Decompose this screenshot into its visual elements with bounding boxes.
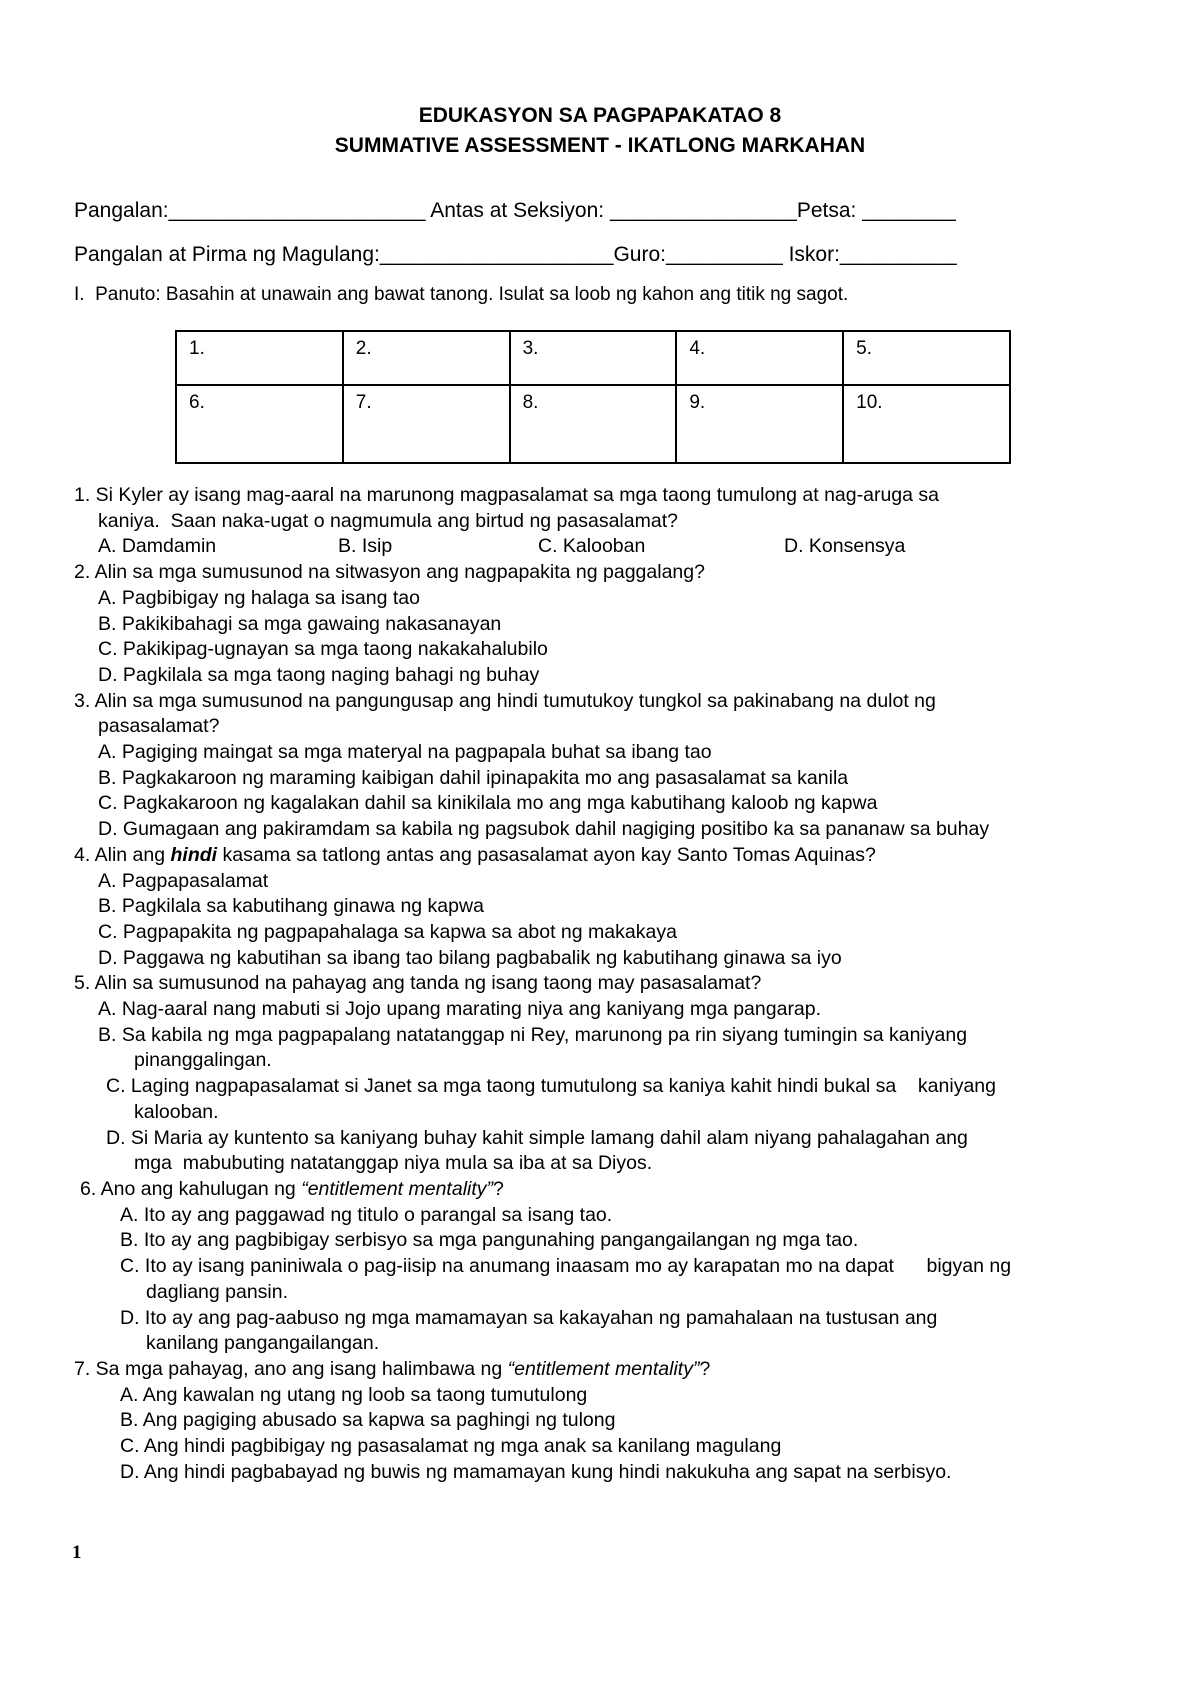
answer-box[interactable]: 7. [343, 385, 510, 463]
question-6-post: ? [493, 1177, 504, 1200]
option-b: B. Ito ay ang pagbibigay serbisyo sa mga pangunahing pangangailangan ng mga tao. [120, 1229, 859, 1252]
option-b: B. Pakikibahagi sa mga gawaing nakasanayan [98, 612, 502, 635]
question-1-stem-cont: kaniya. Saan naka-ugat o nagmumula ang birtud ng pasasalamat? [98, 509, 678, 532]
question-4-pre: 4. Alin ang [74, 843, 171, 866]
answer-box[interactable]: 3. [510, 331, 677, 385]
answer-box[interactable]: 2. [343, 331, 510, 385]
option-d: D. Si Maria ay kuntento sa kaniyang buhay kahit simple lamang dahil alam niyang pahalagahan ang [106, 1126, 968, 1149]
question-6-stem [74, 1177, 1154, 1203]
option-a: A. Ang kawalan ng utang ng loob sa taong tumutulong [120, 1383, 588, 1406]
answer-box[interactable]: 1. [176, 331, 343, 385]
option-a: A. Pagiging maingat sa mga materyal na pagpapala buhat sa ibang tao [98, 741, 712, 764]
option-c: C. Pakikipag-ugnayan sa mga taong nakakahalubilo [98, 638, 548, 661]
option-a: A. Pagpapasalamat [98, 869, 269, 892]
question-7-stem [74, 1357, 1154, 1383]
student-info-line[interactable]: Pangalan:______________________ Antas at Seksiyon: ________________Petsa: ________ [74, 199, 956, 222]
question-6-emphasis: “entitlement mentality” [301, 1177, 494, 1200]
option-c: C. Kalooban [538, 535, 646, 558]
answer-box[interactable]: 8. [510, 385, 677, 463]
option-c: C. Pagpapakita ng pagpapahalaga sa kapwa sa abot ng makakaya [98, 920, 677, 943]
option-d: D. Pagkilala sa mga taong naging bahagi ng buhay [98, 663, 540, 686]
question-3-stem-cont: pasasalamat? [98, 715, 220, 738]
option-d: D. Paggawa ng kabutihan sa ibang tao bilang pagbabalik ng kabutihang ginawa sa iyo [98, 946, 842, 969]
option-c-cont: dagliang pansin. [146, 1280, 289, 1303]
document-subtitle: SUMMATIVE ASSESSMENT - IKATLONG MARKAHAN [334, 134, 866, 157]
option-c: C. Ito ay isang paniniwala o pag-iisip na anumang inaasam mo ay karapatan mo na dapat bigyan ng [120, 1255, 1012, 1278]
option-b: B. Pagkakaroon ng maraming kaibigan dahil ipinapakita mo ang pasasalamat sa kanila [98, 766, 849, 789]
option-b: B. Ang pagiging abusado sa kapwa sa paghingi ng tulong [120, 1409, 616, 1432]
answer-box[interactable]: 4. [676, 331, 843, 385]
option-c: C. Ang hindi pagbibigay ng pasasalamat ng mga anak sa kanilang magulang [120, 1435, 782, 1458]
question-7-pre: 7. Sa mga pahayag, ano ang isang halimbawa ng [74, 1357, 508, 1380]
page-number: 1 [72, 1542, 82, 1563]
option-b: B. Sa kabila ng mga pagpapalang natatanggap ni Rey, marunong pa rin siyang tumingin sa kaniyang [98, 1023, 968, 1046]
question-5-stem: 5. Alin sa sumusunod na pahayag ang tanda ng isang taong may pasasalamat? [74, 972, 762, 995]
question-1-stem: 1. Si Kyler ay isang mag-aaral na marunong magpasalamat sa mga taong tumulong at nag-aruga sa [74, 484, 939, 506]
document-title: EDUKASYON SA PAGPAPAKATAO 8 [418, 104, 782, 127]
question-4-emphasis: hindi [170, 843, 218, 866]
option-a: A. Ito ay ang paggawad ng titulo o parangal sa isang tao. [120, 1203, 613, 1226]
question-6-pre: 6. Ano ang kahulugan ng [80, 1177, 302, 1200]
answer-box[interactable]: 10. [843, 385, 1010, 463]
question-2-stem: 2. Alin sa mga sumusunod na sitwasyon ang nagpapakita ng paggalang? [74, 561, 705, 584]
question-1-options [74, 534, 1154, 560]
answer-box-row [176, 331, 1010, 385]
option-d-cont: kanilang pangangailangan. [146, 1332, 380, 1355]
option-b-cont: pinanggalingan. [134, 1049, 272, 1072]
option-a: A. Nag-aaral nang mabuti si Jojo upang marating niya ang kaniyang mga pangarap. [98, 998, 822, 1021]
questions-section [74, 483, 1154, 1485]
option-c: C. Laging nagpapasalamat si Janet sa mga taong tumutulong sa kaniya kahit hindi bukal sa kaniyang [106, 1075, 996, 1098]
option-d: D. Gumagaan ang pakiramdam sa kabila ng pagsubok dahil nagiging positibo ka sa pananaw sa buhay [98, 818, 990, 841]
answer-box-row [176, 385, 1010, 463]
option-a: A. Damdamin [98, 535, 217, 558]
answer-box-table [175, 330, 1011, 464]
answer-box[interactable]: 9. [676, 385, 843, 463]
question-4-post: kasama sa tatlong antas ang pasasalamat ayon kay Santo Tomas Aquinas? [217, 843, 876, 866]
option-d: D. Ang hindi pagbabayad ng buwis ng mamamayan kung hindi nakukuha ang sapat na serbisyo. [120, 1460, 952, 1483]
answer-box[interactable]: 6. [176, 385, 343, 463]
option-d-cont: mga mabubuting natatanggap niya mula sa iba at sa Diyos. [134, 1152, 653, 1175]
option-b: B. Pagkilala sa kabutihang ginawa ng kapwa [98, 895, 484, 918]
question-3-stem: 3. Alin sa mga sumusunod na pangungusap ang hindi tumutukoy tungkol sa pakinabang na dulot ng [74, 689, 936, 712]
option-c: C. Pagkakaroon ng kagalakan dahil sa kinikilala mo ang mga kabutihang kaloob ng kapwa [98, 792, 878, 815]
question-7-emphasis: “entitlement mentality” [507, 1357, 700, 1380]
option-c-cont: kalooban. [134, 1100, 219, 1123]
question-7-post: ? [699, 1357, 711, 1380]
option-a: A. Pagbibigay ng halaga sa isang tao [98, 586, 420, 609]
option-d: D. Ito ay ang pag-aabuso ng mga mamamayan sa kakayahan ng pamahalaan na tustusan ang [120, 1306, 938, 1329]
option-b: B. Isip [338, 535, 393, 558]
instruction-text: I. Panuto: Basahin at unawain ang bawat tanong. Isulat sa loob ng kahon ang titik ng sagot. [74, 284, 849, 305]
question-4-stem [74, 843, 1154, 869]
answer-box[interactable]: 5. [843, 331, 1010, 385]
parent-info-line[interactable]: Pangalan at Pirma ng Magulang:____________________Guro:__________ Iskor:__________ [74, 243, 957, 266]
option-d: D. Konsensya [784, 535, 906, 558]
